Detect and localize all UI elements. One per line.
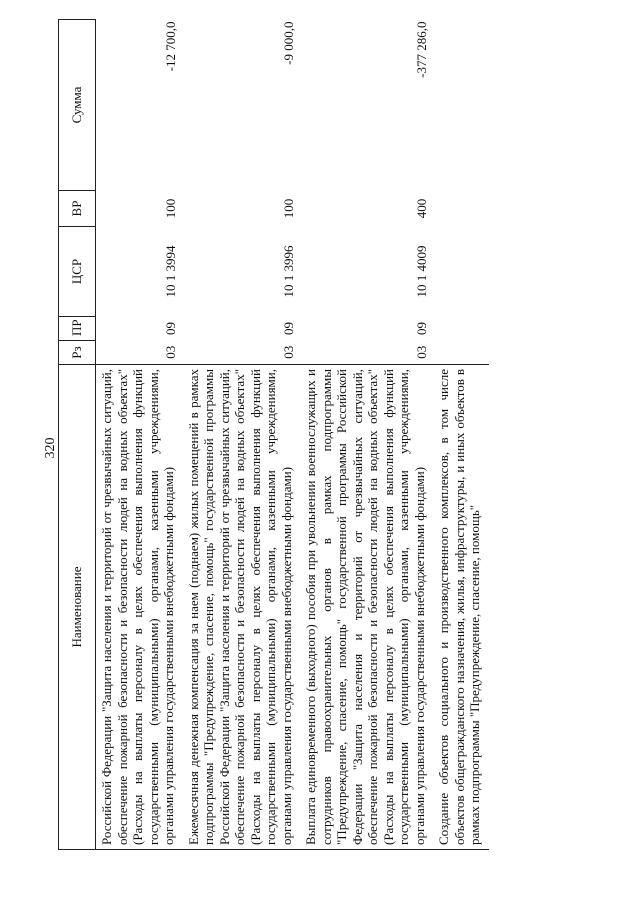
header-rz: Рз bbox=[59, 341, 96, 365]
row-name: Российской Федерации "Защита населения и территорий от чрезвычайных ситуаций, обеспечение пожарной безопасности и безопасности людей на водных объектах" (Расходы на выплаты персоналу в целях обеспечения выполнения функций государственными (муниципальными) органами, казенными учреждениями, органами управления государственными внебюджетными фондами) bbox=[96, 365, 183, 850]
row-csr: 10 1 3994 bbox=[163, 245, 178, 298]
header-vr: ВР bbox=[59, 191, 96, 227]
row-csr: 10 1 4009 bbox=[413, 245, 429, 298]
table-row bbox=[183, 20, 301, 850]
row-vr: 400 bbox=[413, 198, 429, 219]
page-number: 320 bbox=[43, 437, 58, 459]
row-pr: 09 bbox=[280, 322, 296, 335]
row-sum: -377 286,0 bbox=[413, 21, 429, 78]
table-row bbox=[300, 20, 433, 850]
header-csr: ЦСР bbox=[59, 227, 96, 317]
header-name: Наименование bbox=[59, 365, 96, 850]
row-vr: 100 bbox=[163, 198, 178, 219]
row-rz: 03 bbox=[163, 345, 178, 359]
table-row bbox=[433, 20, 489, 850]
row-rz: 03 bbox=[413, 345, 429, 359]
header-sum: Сумма bbox=[59, 20, 96, 191]
row-rz bbox=[433, 341, 489, 365]
row-csr bbox=[433, 227, 489, 317]
header-pr: ПР bbox=[59, 317, 96, 341]
row-rz: 03 bbox=[280, 345, 296, 359]
row-sum: -9 000,0 bbox=[280, 21, 296, 65]
row-pr: 09 bbox=[413, 322, 429, 335]
table-row bbox=[96, 20, 183, 850]
row-pr bbox=[433, 317, 489, 341]
row-vr bbox=[433, 191, 489, 227]
row-name: Выплата единовременного (выходного) пособия при увольнении военнослужащих и сотрудников правоохранительных органов в рамках подпрограммы "Предупреждение, спасение, помощь" государственной программы Российской Федерации "Защита населения и территорий от чрезвычайных ситуаций, обеспечение пожарной безопасности и безопасности людей на водных объектах" (Расходы на выплаты персоналу в целях обеспечения выполнения функций государственными (муниципальными) органами, казенными учреждениями, органами управления государственными внебюджетными фондами) bbox=[300, 365, 433, 850]
row-vr: 100 bbox=[280, 198, 296, 219]
row-name: Создание объектов социального и производственного комплексов, в том числе объектов общегражданского назначения, жилья, инфраструктуры, и иных объектов в рамках подпрограммы "Предупреждение, спасение, помощь" bbox=[433, 365, 489, 850]
row-csr: 10 1 3996 bbox=[280, 245, 296, 298]
table-header-row bbox=[59, 20, 96, 850]
budget-table bbox=[58, 19, 489, 850]
row-pr: 09 bbox=[163, 322, 178, 335]
row-sum bbox=[433, 20, 489, 191]
row-name: Ежемесячная денежная компенсация за наем (поднаем) жилых помещений в рамках подпрограммы "Предупреждение, спасение, помощь" государственной программы Российской Федерации "Защита населения и территорий от чрезвычайных ситуаций, обеспечение пожарной безопасности и безопасности людей на водных объектах" (Расходы на выплаты персоналу в целях обеспечения выполнения функций государственными (муниципальными) органами, казенными учреждениями, органами управления государственными внебюджетными фондами) bbox=[183, 365, 301, 850]
row-sum: -12 700,0 bbox=[163, 21, 178, 72]
